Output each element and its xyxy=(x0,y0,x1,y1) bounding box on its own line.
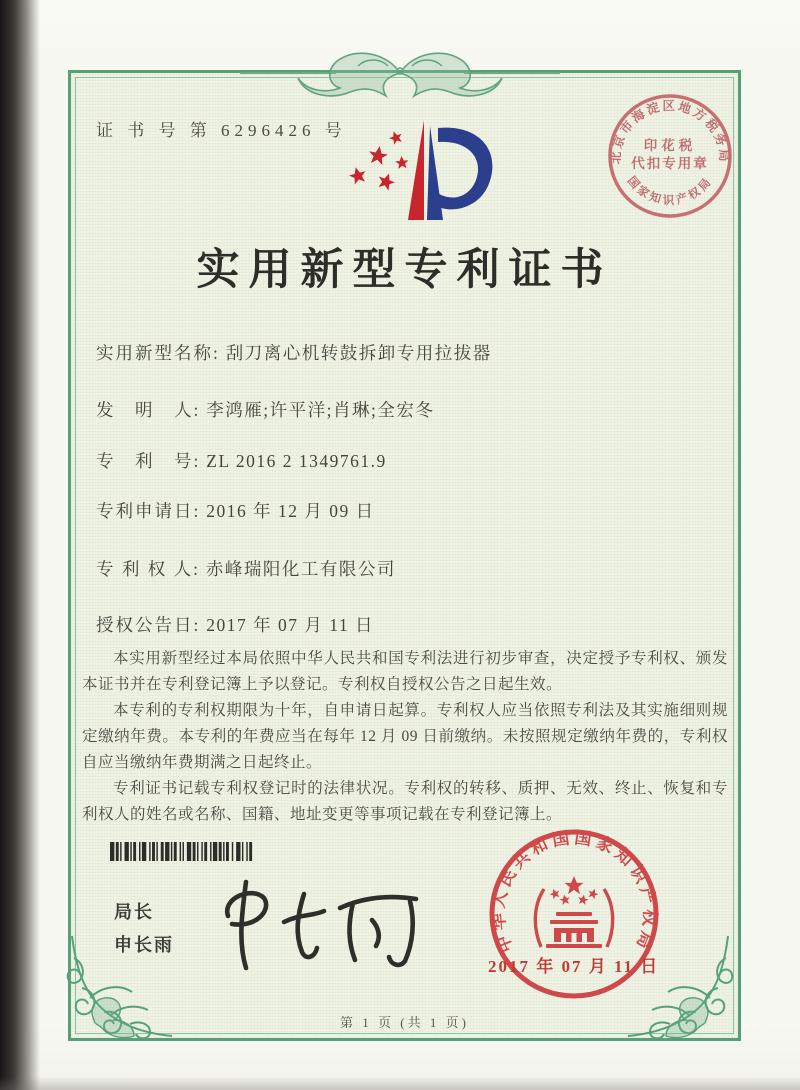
field-patent-number xyxy=(96,448,387,473)
legal-text xyxy=(82,646,728,828)
paragraph-register: 专利证书记载专利权登记时的法律状况。专利权的转移、质押、无效、终止、恢复和专利权人的姓名或名称、国籍、地址变更等事项记载在专利登记簿上。 xyxy=(82,780,728,823)
cnipa-logo-icon xyxy=(342,108,504,238)
commissioner-title: 局长 xyxy=(114,902,154,922)
field-grant-date xyxy=(96,612,374,637)
field-label: 发 明 人: xyxy=(96,400,201,420)
tax-stamp-seal xyxy=(602,88,738,224)
commissioner-signature-icon xyxy=(212,872,432,977)
scan-edge-shadow xyxy=(0,0,40,1090)
svg-text:北京市海淀区地方税务局 xyxy=(609,98,732,164)
page-footer: 第 1 页 (共 1 页) xyxy=(340,1015,469,1030)
svg-text:国家知识产权局 xyxy=(625,173,716,207)
field-value: 李鸿雁;许平洋;肖琳;全宏冬 xyxy=(206,400,435,420)
scan-bottom-shadow xyxy=(0,1076,800,1090)
field-inventors xyxy=(96,397,434,422)
field-utility-model-name xyxy=(96,340,492,365)
field-patentee xyxy=(96,556,396,581)
national-emblem-icon xyxy=(535,876,612,948)
field-value: ZL 2016 2 1349761.9 xyxy=(206,451,387,471)
field-label: 实用新型名称: xyxy=(96,343,220,363)
field-value: 赤峰瑞阳化工有限公司 xyxy=(205,559,396,579)
field-value: 2016 年 12 月 09 日 xyxy=(206,501,375,521)
tax-seal-ring-top: 北京市海淀区地方税务局 xyxy=(608,99,732,165)
field-value: 刮刀离心机转鼓拆卸专用拉拔器 xyxy=(225,343,492,363)
field-application-date xyxy=(96,498,375,523)
paragraph-grant: 本实用新型经过本局依照中华人民共和国专利法进行初步审查，决定授予专利权、颁发本证书并在专利登记簿上予以登记。专利权自授权公告之日起生效。 xyxy=(82,650,728,693)
commissioner-name: 申长雨 xyxy=(114,935,174,955)
paragraph-term: 本专利的专利权期限为十年，自申请日起算。专利权人应当依照专利法及其实施细则规定缴纳年费。本专利的年费应当在每年 12 月 09 日前缴纳。未按照规定缴纳年费的，专利权自应当缴纳年费期满之日起终止。 xyxy=(82,702,728,771)
field-label: 专 利 权 人: xyxy=(96,559,200,579)
signature-block xyxy=(114,896,174,962)
tax-seal-center-line1: 印花税 xyxy=(643,138,697,153)
field-label: 专 利 号: xyxy=(96,451,201,471)
field-value: 2017 年 07 月 11 日 xyxy=(206,615,374,635)
seal-issue-date: 2017 年 07 月 11 日 xyxy=(488,957,660,976)
tax-seal-ring-bottom: 国家知识产权局 xyxy=(624,174,716,207)
field-label: 专利申请日: xyxy=(96,501,201,521)
tax-seal-center-line2: 代扣专用章 xyxy=(631,156,709,171)
field-label: 授权公告日: xyxy=(96,615,201,635)
certificate-number: 证 书 号 第 6296426 号 xyxy=(96,121,347,140)
office-seal-ring-text: 中华人民共和国国家知识产权局 xyxy=(488,828,660,956)
certificate-title: 实用新型专利证书 xyxy=(196,247,613,294)
barcode xyxy=(110,842,308,861)
